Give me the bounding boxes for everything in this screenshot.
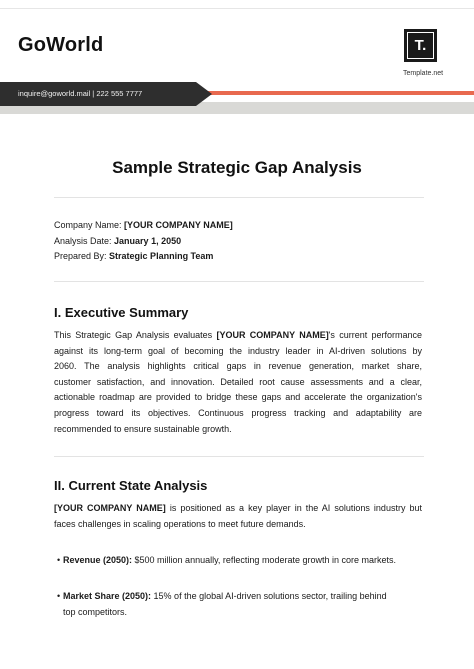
header-band-accent [170, 91, 474, 95]
document-title: Sample Strategic Gap Analysis [112, 158, 362, 177]
logo-caption: Template.net [403, 70, 444, 77]
paragraph-line: recommended to ensure sustainable growth. [54, 423, 232, 434]
section-heading-executive-summary: I. Executive Summary [54, 305, 189, 320]
paragraph-line: actionable roadmap are provided to bridge these gaps and accelerate the organization's [54, 392, 422, 403]
divider [54, 197, 424, 198]
list-item-market-share [54, 589, 422, 620]
meta-date-label: Analysis Date: [54, 236, 112, 246]
list-item-revenue [54, 553, 422, 569]
divider [54, 281, 424, 282]
paragraph-line: against its long-term goal of becoming the industry leader in AI-driven solutions by [54, 345, 422, 356]
list-item-body: 15% of the global AI-driven solutions sector, trailing behind [151, 591, 387, 601]
executive-summary-paragraph [54, 328, 422, 437]
paragraph-text: is positioned as a key player in the AI solutions industry but [165, 503, 423, 513]
bullet-icon: • [57, 591, 61, 601]
meta-company [54, 220, 233, 230]
meta-prepared-value: Strategic Planning Team [109, 251, 214, 261]
top-divider [0, 8, 474, 9]
list-item-text [54, 553, 422, 569]
company-name-placeholder: [YOUR COMPANY NAME] [216, 330, 329, 340]
meta-prepared-label: Prepared By: [54, 251, 107, 261]
paragraph-text: This Strategic Gap Analysis evaluates [54, 330, 217, 340]
paragraph-line [54, 328, 422, 344]
list-item-label: Revenue (2050): [63, 555, 133, 565]
bullet-icon: • [57, 555, 61, 565]
template-logo-icon[interactable] [404, 29, 437, 62]
company-brand: GoWorld [18, 34, 104, 56]
meta-company-value: [YOUR COMPANY NAME] [124, 220, 233, 230]
paragraph-line: 2060. The analysis highlights critical gaps in revenue generation, market share, [54, 361, 422, 372]
meta-date [54, 236, 181, 246]
meta-company-label: Company Name: [54, 220, 122, 230]
paragraph-text: 's current performance [328, 330, 423, 340]
meta-date-value: January 1, 2050 [114, 236, 182, 246]
paragraph-line: progress toward its objectives. Continuous progress tracking and adaptability are [54, 407, 422, 418]
current-state-paragraph [54, 501, 422, 532]
section-heading-current-state: II. Current State Analysis [54, 478, 208, 493]
logo-letter: T. [407, 32, 434, 59]
divider [54, 456, 424, 457]
meta-prepared [54, 251, 213, 261]
list-item-label: Market Share (2050): [63, 591, 152, 601]
paragraph-line: faces challenges in scaling operations to meet future demands. [54, 518, 306, 529]
list-item-continuation: top competitors. [63, 606, 128, 617]
paragraph-line [54, 501, 422, 517]
contact-info: inquire@goworld.mail | 222 555 7777 [18, 89, 143, 98]
paragraph-line: customer satisfaction, and innovation. Detailed root cause assessments and a clear, [54, 376, 422, 387]
company-name-placeholder: [YOUR COMPANY NAME] [54, 503, 166, 513]
list-item-body: $500 million annually, reflecting moderate growth in core markets. [132, 555, 396, 565]
list-item-text [54, 589, 422, 605]
